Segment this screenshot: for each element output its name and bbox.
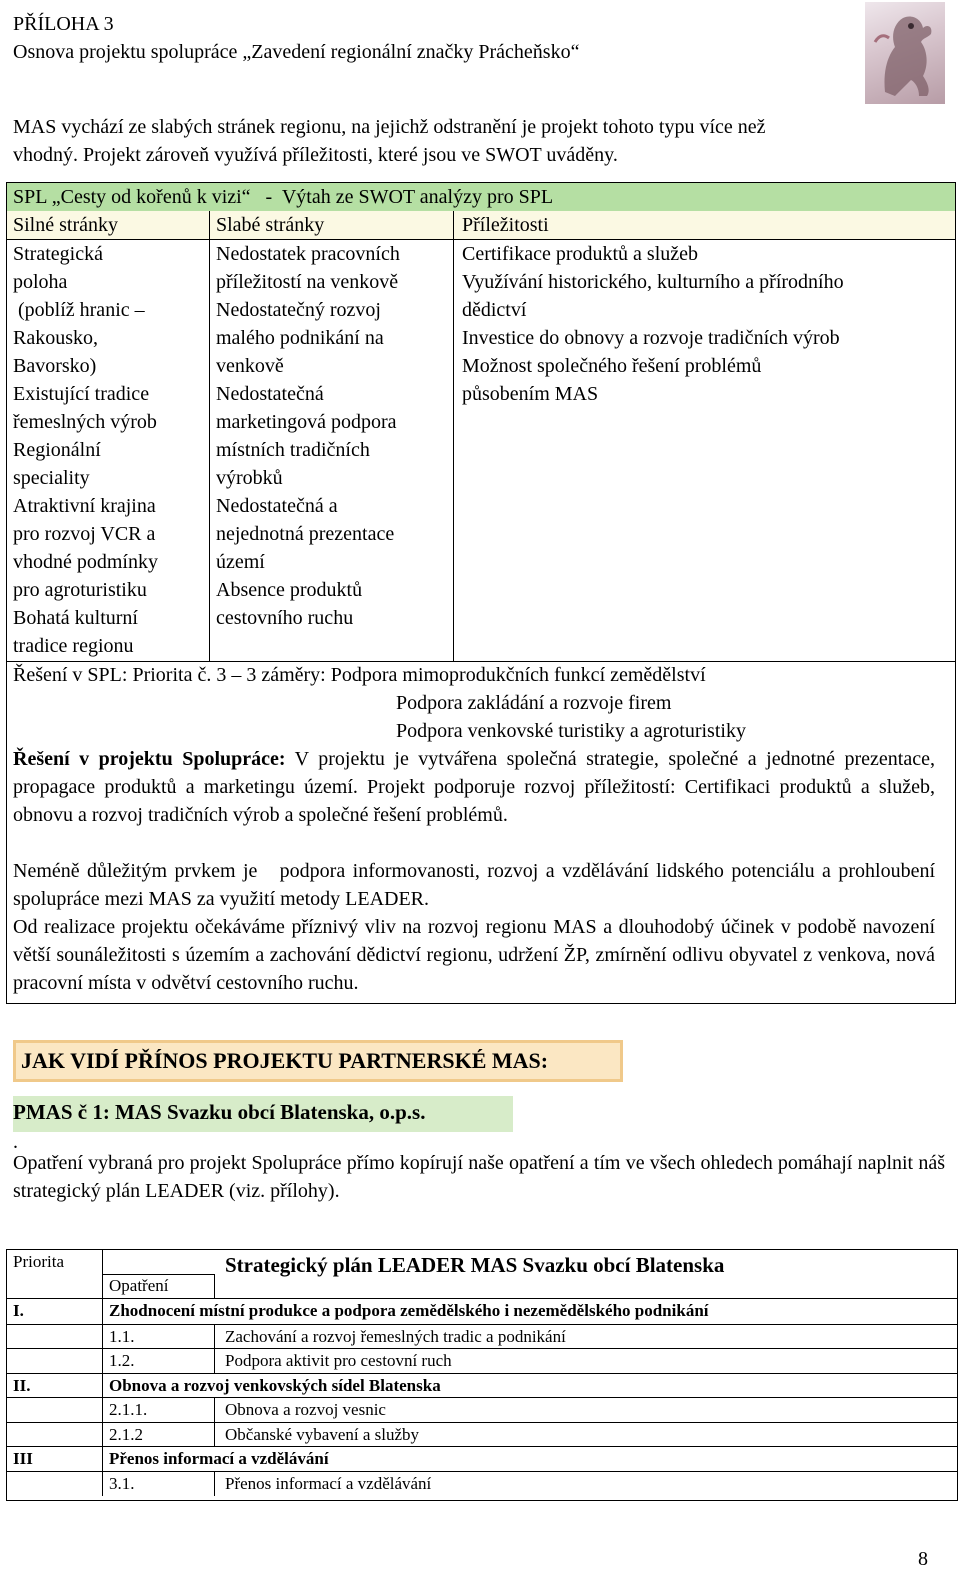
row-text: Občanské vybavení a služby [225,1424,420,1444]
project-solution-text: V projektu je vytvářena společná strategie, společné a jednotné prezentace, propagace produktů a marketingu území. Projekt podporuje rozvoj příležitostí: Certifikaci produktů a služeb, obnovu a rozvoj tradičních výrob a společné řešení problémů. [13,748,935,826]
row-text: Obnova a rozvoj vesnic [225,1400,386,1419]
annex-title: PŘÍLOHA 3 [13,13,114,35]
list-item: Regionální [13,439,101,461]
page-number: 8 [918,1548,928,1570]
list-item: příležitostí na venkově [216,271,399,293]
list-item: Nedostatečný rozvoj [216,299,381,321]
col-measure: Opatření [109,1276,169,1295]
row-number: III [13,1449,33,1468]
plan-table-title: Strategický plán LEADER MAS Svazku obcí Blatenska [225,1253,725,1277]
list-item: pro agroturistiku [13,579,147,601]
list-item: malého podnikání na [216,327,384,349]
weaknesses-list [216,240,451,632]
document-subtitle: Osnova projektu spolupráce „Zavedení regionální značky Prácheňsko“ [13,41,580,63]
list-item: Atraktivní krajina [13,495,156,517]
project-solution-label: Řešení v projektu Spolupráce: [13,748,286,770]
pmas-paragraph: Opatření vybraná pro projekt Spolupráce přímo kopírují naše opatření a tím ve všech ohledech pomáhají naplnit náš strategický plán LEADER (viz. přílohy). [13,1152,945,1202]
list-item: působením MAS [462,383,599,405]
col-weaknesses: Slabé stránky [216,214,325,236]
row-number: I. [13,1301,24,1320]
paragraph-expectations: Od realizace projektu očekáváme příznivý vliv na rozvoj regionu MAS a dlouhodobý účinek v podobě navození větší sounáležitosti s územím a zachování dědictví regionu, udržení ŽP, zmírnění odlivu obyvatel z venkova, nová pracovní místa v odvětví cestovního ruchu. [13,916,935,994]
spl-solution-item: Podpora venkovské turistiky a agroturistiky [396,720,746,742]
row-text: Zachování a rozvoj řemeslných tradic a podnikání [225,1326,566,1346]
row-number: 1.1. [109,1326,135,1346]
col-strengths: Silné stránky [13,214,118,236]
list-item: dědictví [462,299,527,321]
list-item: poloha [13,271,68,293]
heraldic-lion-icon [865,2,945,104]
swot-column-headers [7,211,955,240]
list-item: tradice regionu [13,635,134,657]
list-item: Existující tradice [13,383,150,405]
list-item: řemeslných výrob [13,411,157,433]
row-text: Obnova a rozvoj venkovských sídel Blatenska [109,1375,441,1395]
list-item: Využívání historického, kulturního a přírodního [462,271,844,293]
list-item: Certifikace produktů a služeb [462,243,699,265]
table-row [7,1397,957,1423]
list-item: speciality [13,467,90,489]
list-item: pro rozvoj VCR a [13,523,156,545]
table-row [7,1471,957,1497]
row-text: Zhodnocení místní produkce a podpora zemědělského i nezemědělského podnikání [109,1301,709,1320]
strengths-list [13,240,203,660]
pmas-heading-text: PMAS č 1: MAS Svazku obcí Blatenska, o.p.s. [13,1100,426,1124]
row-text: Přenos informací a vzdělávání [225,1473,432,1493]
paragraph-capacity: Neméně důležitým prvkem je podpora informovanosti, rozvoj a vzdělávání lidského potenciálu a prohloubení spolupráce mezi MAS za využití metody LEADER. [13,860,940,910]
table-row [7,1373,957,1399]
list-item: Nedostatečná [216,383,324,405]
list-item: marketingová podpora [216,411,397,433]
row-text: Přenos informací a vzdělávání [109,1449,329,1468]
strategic-plan-table [6,1249,958,1501]
list-item: Strategická [13,243,103,265]
row-number: 3.1. [109,1473,135,1493]
col-priority: Priorita [13,1252,64,1271]
list-item: nejednotná prezentace [216,523,395,545]
list-item: místních tradičních [216,439,370,461]
table-row [7,1348,957,1374]
list-item: Absence produktů [216,579,363,601]
opportunities-list [462,240,952,408]
table-row [7,1299,957,1324]
list-item: Investice do obnovy a rozvoje tradičních výrob [462,327,840,349]
list-item: výrobků [216,467,283,489]
row-number: 2.1.2 [109,1424,143,1444]
col-opportunities: Příležitosti [462,214,549,236]
row-number: 1.2. [109,1351,135,1370]
spl-solution-item: Podpora zakládání a rozvoje firem [396,692,672,714]
row-number: 2.1.1. [109,1400,148,1419]
list-item: cestovního ruchu [216,607,354,629]
list-item: Možnost společného řešení problémů [462,355,762,377]
table-row [7,1446,957,1472]
table-row [7,1324,957,1350]
table-row [7,1422,957,1448]
list-item: vhodné podmínky [13,551,158,573]
swot-title: SPL „Cesty od kořenů k vizi“ - Výtah ze SWOT analýzy pro SPL [13,186,554,208]
swot-box [6,182,956,1004]
list-item: Bavorsko) [13,355,97,377]
project-solution-paragraph [13,745,935,829]
dot: . [13,1131,18,1153]
partner-heading-text: JAK VIDÍ PŘÍNOS PROJEKTU PARTNERSKÉ MAS: [21,1048,549,1073]
list-item: Rakousko, [13,327,98,349]
swot-title-row [7,183,955,212]
list-item: Nedostatečná a [216,495,338,517]
row-number: II. [13,1375,31,1395]
intro-line-2: vhodný. Projekt zároveň využívá příležitosti, které jsou ve SWOT uváděny. [13,144,618,166]
list-item: území [216,551,265,573]
pmas-heading [13,1096,513,1132]
partner-heading [13,1040,623,1082]
intro-line-1: MAS vychází ze slabých stránek regionu, na jejichž odstranění je projekt tohoto typu více než [13,116,766,138]
spl-solution: Řešení v SPL: Priorita č. 3 – 3 záměry: Podpora mimoprodukčních funkcí zemědělství [13,664,706,686]
list-item: venkově [216,355,284,377]
row-text: Podpora aktivit pro cestovní ruch [225,1351,452,1370]
list-item: Nedostatek pracovních [216,243,400,265]
list-item: (poblíž hranic – [13,299,145,321]
list-item: Bohatá kulturní [13,607,138,629]
